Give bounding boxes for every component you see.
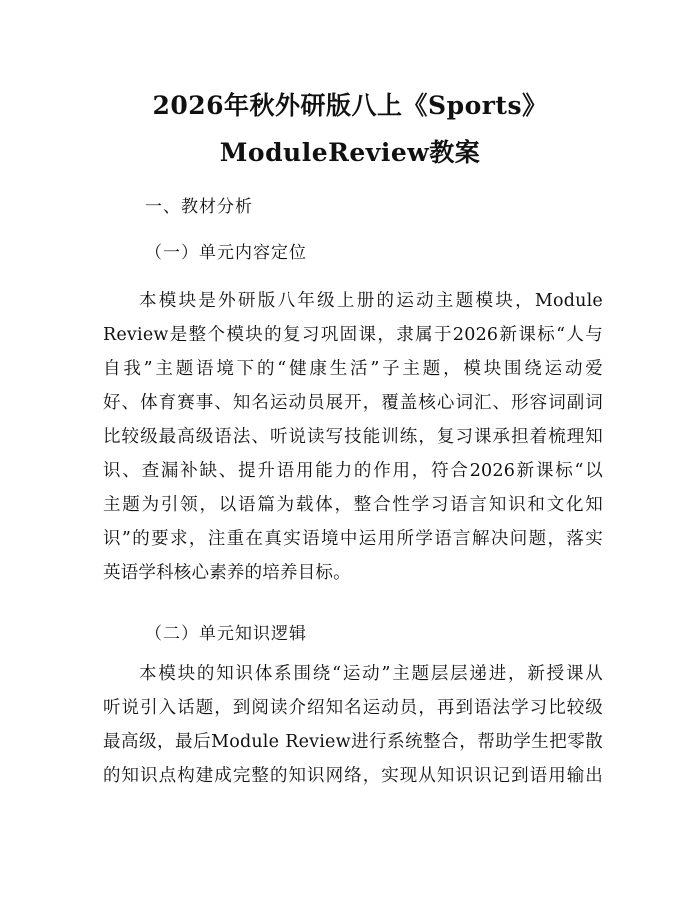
document-title-line-2: ModuleReview教案 (219, 138, 481, 167)
section-heading-textbook-analysis: 一、教材分析 (145, 197, 253, 217)
document-title-line-1: 2026年秋外研版八上《Sports》 (152, 91, 548, 120)
paragraph-line: 识”的要求，注重在真实语境中运用所学语言解决问题，落实 (103, 529, 603, 549)
paragraph-knowledge-logic (103, 657, 603, 793)
paragraph-line: 本模块是外研版八年级上册的运动主题模块，Module (139, 291, 603, 311)
paragraph-line: 英语学科核心素养的培养目标。 (103, 563, 351, 583)
paragraph-line: 识、查漏补缺、提升语用能力的作用，符合2026新课标“以 (103, 461, 603, 481)
paragraph-line: 本模块的知识体系围绕“运动”主题层层递进，新授课从 (139, 664, 603, 684)
paragraph-line: 比较级最高级语法、听说读写技能训练，复习课承担着梳理知 (103, 427, 603, 447)
paragraph-line: 主题为引领，以语篇为载体，整合性学习语言知识和文化知 (103, 495, 603, 515)
paragraph-line: Review是整个模块的复习巩固课，隶属于2026新课标“人与 (103, 325, 603, 345)
paragraph-line: 自我”主题语境下的“健康生活”子主题，模块围绕运动爱 (103, 359, 603, 379)
paragraph-line: 最高级，最后Module Review进行系统整合，帮助学生把零散 (103, 732, 603, 752)
subsection-heading-unit-positioning: （一）单元内容定位 (145, 243, 307, 263)
paragraph-line: 听说引入话题，到阅读介绍知名运动员，再到语法学习比较级 (103, 698, 603, 718)
subsection-heading-knowledge-logic: （二）单元知识逻辑 (145, 624, 307, 644)
paragraph-unit-positioning (103, 284, 603, 590)
paragraph-line: 好、体育赛事、知名运动员展开，覆盖核心词汇、形容词副词 (103, 393, 603, 413)
paragraph-line: 的知识点构建成完整的知识网络，实现从知识识记到语用输出 (103, 766, 603, 786)
